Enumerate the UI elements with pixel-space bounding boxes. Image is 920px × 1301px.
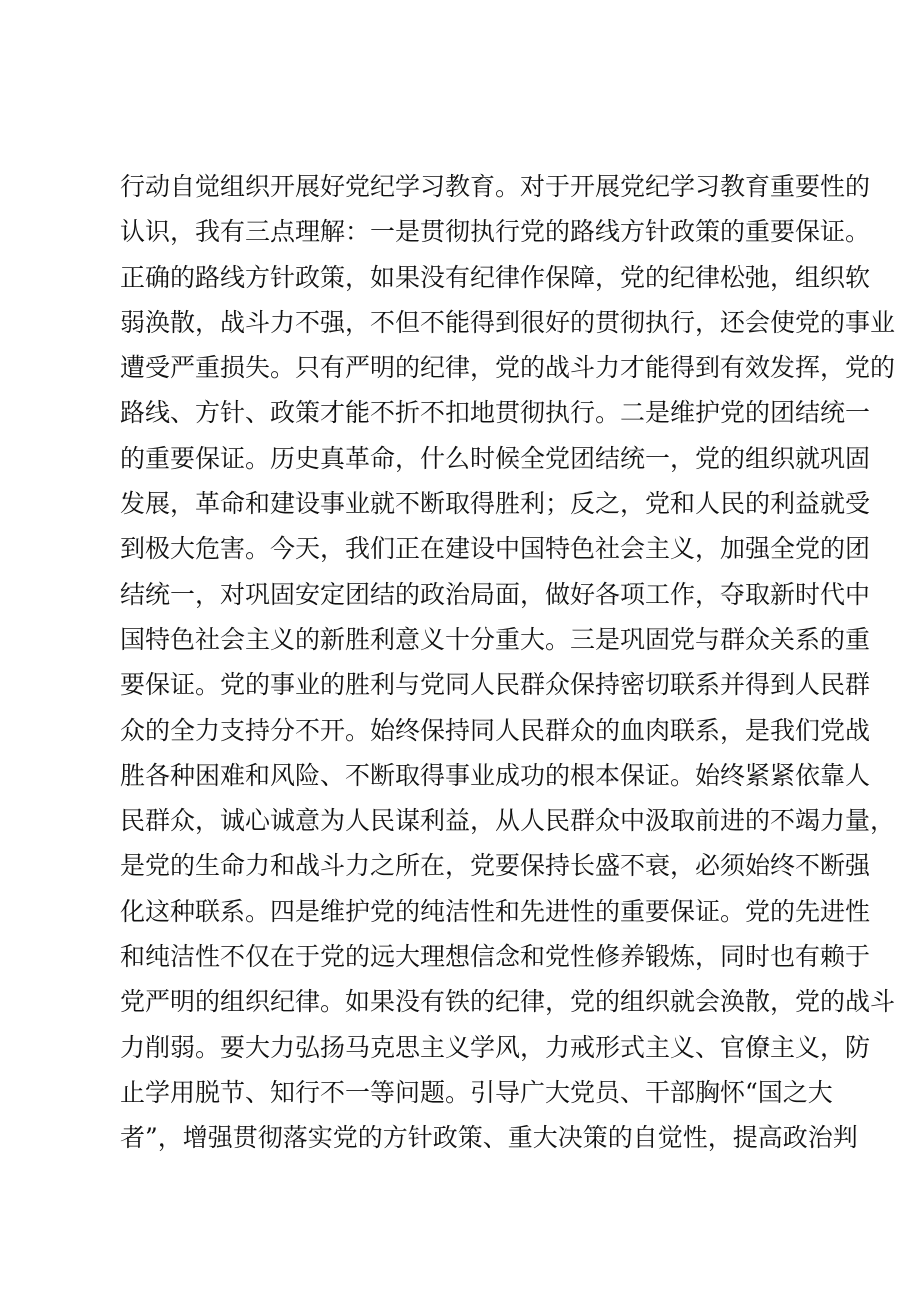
- text-line: 党严明的组织纪律。如果没有铁的纪律，党的组织就会涣散，党的战斗: [120, 987, 896, 1017]
- text-line: 正确的路线方针政策，如果没有纪律作保障，党的纪律松弛，组织软: [120, 262, 871, 292]
- text-line: 民群众，诚心诚意为人民谋利益，从人民群众中汲取前进的不竭力量，: [120, 806, 896, 836]
- text-line: 到极大危害。今天，我们正在建设中国特色社会主义，加强全党的团: [120, 534, 871, 564]
- text-line: 是党的生命力和战斗力之所在，党要保持长盛不衰，必须始终不断强: [120, 851, 871, 881]
- text-line: 止学用脱节、知行不一等问题。引导广大党员、干部胸怀“国之大: [120, 1077, 833, 1107]
- text-line: 者”，增强贯彻落实党的方针政策、重大决策的自觉性，提高政治判: [120, 1123, 858, 1153]
- text-line: 遭受严重损失。只有严明的纪律，党的战斗力才能得到有效发挥，党的: [120, 353, 896, 383]
- text-line: 认识，我有三点理解：一是贯彻执行党的路线方针政策的重要保证。: [120, 217, 871, 247]
- text-line: 化这种联系。四是维护党的纯洁性和先进性的重要保证。党的先进性: [120, 896, 871, 926]
- text-line: 行动自觉组织开展好党纪学习教育。对于开展党纪学习教育重要性的: [120, 172, 871, 201]
- text-line: 结统一，对巩固安定团结的政治局面，做好各项工作，夺取新时代中: [120, 579, 871, 609]
- text-line: 力削弱。要大力弘扬马克思主义学风，力戒形式主义、官僚主义，防: [120, 1032, 871, 1062]
- text-line: 弱涣散，战斗力不强，不但不能得到很好的贯彻执行，还会使党的事业: [120, 307, 896, 337]
- text-line: 和纯洁性不仅在于党的远大理想信念和党性修养锻炼，同时也有赖于: [120, 942, 871, 972]
- text-line: 的重要保证。历史真革命，什么时候全党团结统一，党的组织就巩固: [120, 443, 871, 473]
- text-line: 国特色社会主义的新胜利意义十分重大。三是巩固党与群众关系的重: [120, 624, 871, 654]
- text-line: 胜各种困难和风险、不断取得事业成功的根本保证。始终紧紧依靠人: [120, 760, 871, 790]
- text-line: 路线、方针、政策才能不折不扣地贯彻执行。二是维护党的团结统一: [120, 398, 871, 428]
- body-text: [120, 164, 896, 1161]
- text-line: 众的全力支持分不开。始终保持同人民群众的血肉联系，是我们党战: [120, 715, 871, 745]
- text-line: 要保证。党的事业的胜利与党同人民群众保持密切联系并得到人民群: [120, 670, 871, 700]
- text-line: 发展，革命和建设事业就不断取得胜利；反之，党和人民的利益就受: [120, 489, 871, 519]
